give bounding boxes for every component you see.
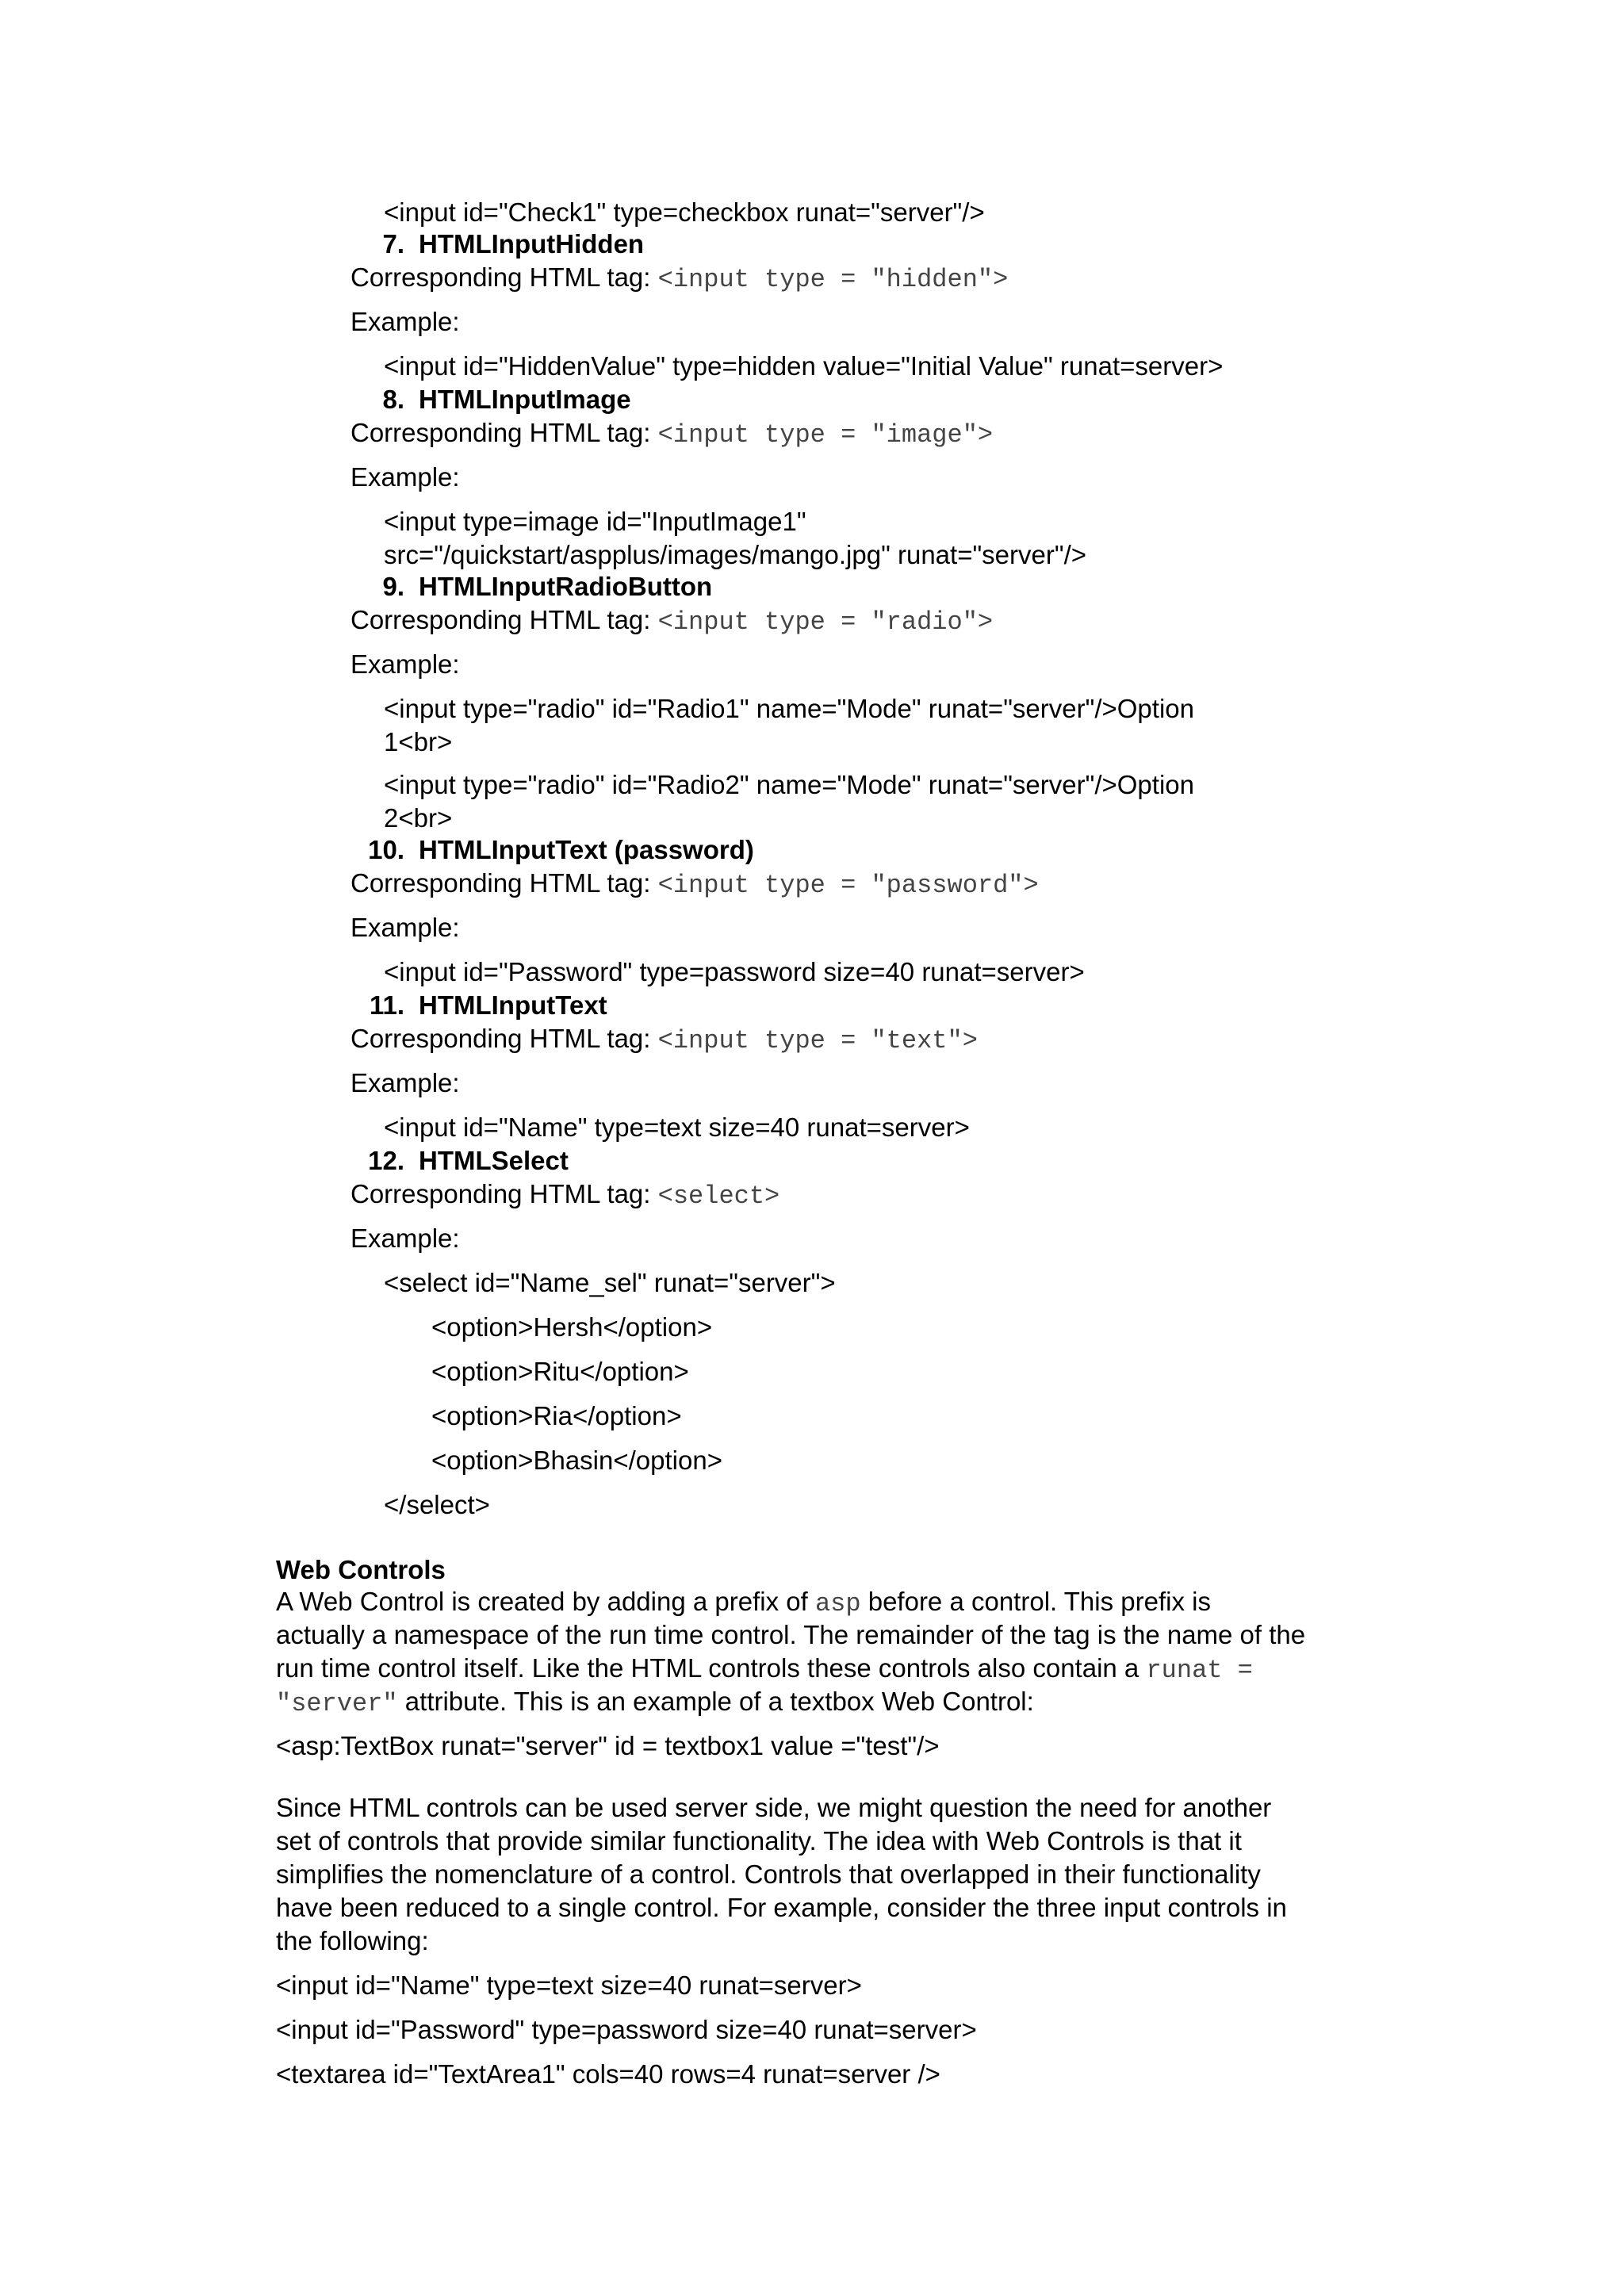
tag-prefix: Corresponding HTML tag: <box>350 605 658 634</box>
example-line: <input type="radio" id="Radio2" name="Mode" runat="server"/>Option <box>384 770 1194 799</box>
text-run: A Web Control is created by adding a prefix of <box>276 1587 815 1616</box>
text-run: attribute. This is an example of a textbox Web Control: <box>397 1687 1034 1716</box>
example-line: <input id="HiddenValue" type=hidden value="Initial Value" runat=server> <box>384 351 1224 381</box>
item-title: HTMLSelect <box>419 1146 569 1175</box>
tag-line <box>350 867 1039 902</box>
paragraph-line: actually a namespace of the run time control. The remainder of the tag is the name of the <box>276 1620 1306 1649</box>
example-line: <input id="Password" type=password size=40 runat=server> <box>276 2015 977 2044</box>
item-heading <box>349 1145 569 1177</box>
tag-code: <input type = "password"> <box>657 871 1039 900</box>
tag-code: <input type = "radio"> <box>657 607 994 637</box>
example-label: Example: <box>350 649 460 679</box>
example-line: <input id="Name" type=text size=40 runat=server> <box>276 1970 862 2000</box>
item-number: 8. <box>382 385 404 414</box>
paragraph-line: the following: <box>276 1926 429 1955</box>
example-line: <option>Ria</option> <box>431 1401 682 1430</box>
tag-code: <input type = "text"> <box>657 1026 978 1055</box>
example-line: <input type=image id="InputImage1" <box>384 507 806 536</box>
example-line: <input id="Name" type=text size=40 runat=server> <box>384 1113 970 1142</box>
tag-prefix: Corresponding HTML tag: <box>350 1179 658 1208</box>
paragraph-line: have been reduced to a single control. For example, consider the three input controls in <box>276 1893 1287 1922</box>
example-line: <option>Ritu</option> <box>431 1357 689 1386</box>
item-number: 12. <box>368 1146 404 1175</box>
tag-line <box>350 604 993 638</box>
example-line: <input type="radio" id="Radio1" name="Mode" runat="server"/>Option <box>384 694 1194 723</box>
item-heading <box>349 228 644 260</box>
tag-prefix: Corresponding HTML tag: <box>350 1024 658 1053</box>
item-number: 9. <box>382 572 404 601</box>
example-line: </select> <box>384 1490 490 1519</box>
paragraph-line <box>276 1586 1211 1620</box>
inline-code: asp <box>814 1589 861 1618</box>
item-heading <box>349 834 754 866</box>
example-line: 2<br> <box>384 803 453 833</box>
paragraph-line <box>276 1653 1253 1687</box>
example-label: Example: <box>350 462 460 492</box>
example-line: <option>Bhasin</option> <box>431 1446 722 1475</box>
paragraph-line: simplifies the nomenclature of a control. Controls that overlapped in their functionality <box>276 1859 1261 1889</box>
example-line: <select id="Name_sel" runat="server"> <box>384 1268 836 1297</box>
tag-line <box>350 1023 978 1057</box>
item-title: HTMLInputImage <box>419 385 631 414</box>
example-label: Example: <box>350 913 460 942</box>
inline-code: "server" <box>276 1689 398 1718</box>
paragraph-line: set of controls that provide similar functionality. The idea with Web Controls is that it <box>276 1826 1242 1855</box>
example-line: src="/quickstart/aspplus/images/mango.jpg" runat="server"/> <box>384 540 1087 569</box>
example-label: Example: <box>350 307 460 336</box>
item-heading <box>349 384 631 416</box>
tag-prefix: Corresponding HTML tag: <box>350 262 658 292</box>
tag-prefix: Corresponding HTML tag: <box>350 418 658 447</box>
example-label: Example: <box>350 1068 460 1097</box>
item-heading <box>349 990 607 1021</box>
example-line: 1<br> <box>384 727 453 756</box>
tag-code: <input type = "hidden"> <box>657 265 1009 294</box>
item-number: 10. <box>368 835 404 864</box>
text-run: run time control itself. Like the HTML controls these controls also contain a <box>276 1653 1147 1683</box>
tag-prefix: Corresponding HTML tag: <box>350 868 658 898</box>
text-run: before a control. This prefix is <box>860 1587 1211 1616</box>
item-title: HTMLInputHidden <box>419 229 645 259</box>
paragraph-line: Since HTML controls can be used server side, we might question the need for another <box>276 1793 1272 1822</box>
item-number: 7. <box>382 229 404 259</box>
example-line: <option>Hersh</option> <box>431 1312 713 1342</box>
example-line: <input id="Password" type=password size=40 runat=server> <box>384 957 1085 986</box>
tag-code: <select> <box>657 1181 780 1211</box>
example-label: Example: <box>350 1224 460 1253</box>
tag-line <box>350 262 1008 296</box>
inline-code: runat = <box>1146 1656 1253 1685</box>
example-line: <textarea id="TextArea1" cols=40 rows=4 runat=server /> <box>276 2059 940 2089</box>
item-title: HTMLInputText (password) <box>419 835 754 864</box>
item-title: HTMLInputRadioButton <box>419 572 713 601</box>
item-title: HTMLInputText <box>419 990 607 1020</box>
tag-code: <input type = "image"> <box>657 420 994 450</box>
item-number: 11. <box>369 990 404 1020</box>
tag-line <box>350 1178 779 1212</box>
paragraph-line <box>276 1686 1034 1720</box>
tag-line <box>350 417 993 451</box>
check-example: <input id="Check1" type=checkbox runat="server"/> <box>384 197 985 227</box>
item-heading <box>349 571 712 603</box>
textbox-example: <asp:TextBox runat="server" id = textbox1 value ="test"/> <box>276 1731 940 1760</box>
section-heading: Web Controls <box>276 1555 446 1584</box>
